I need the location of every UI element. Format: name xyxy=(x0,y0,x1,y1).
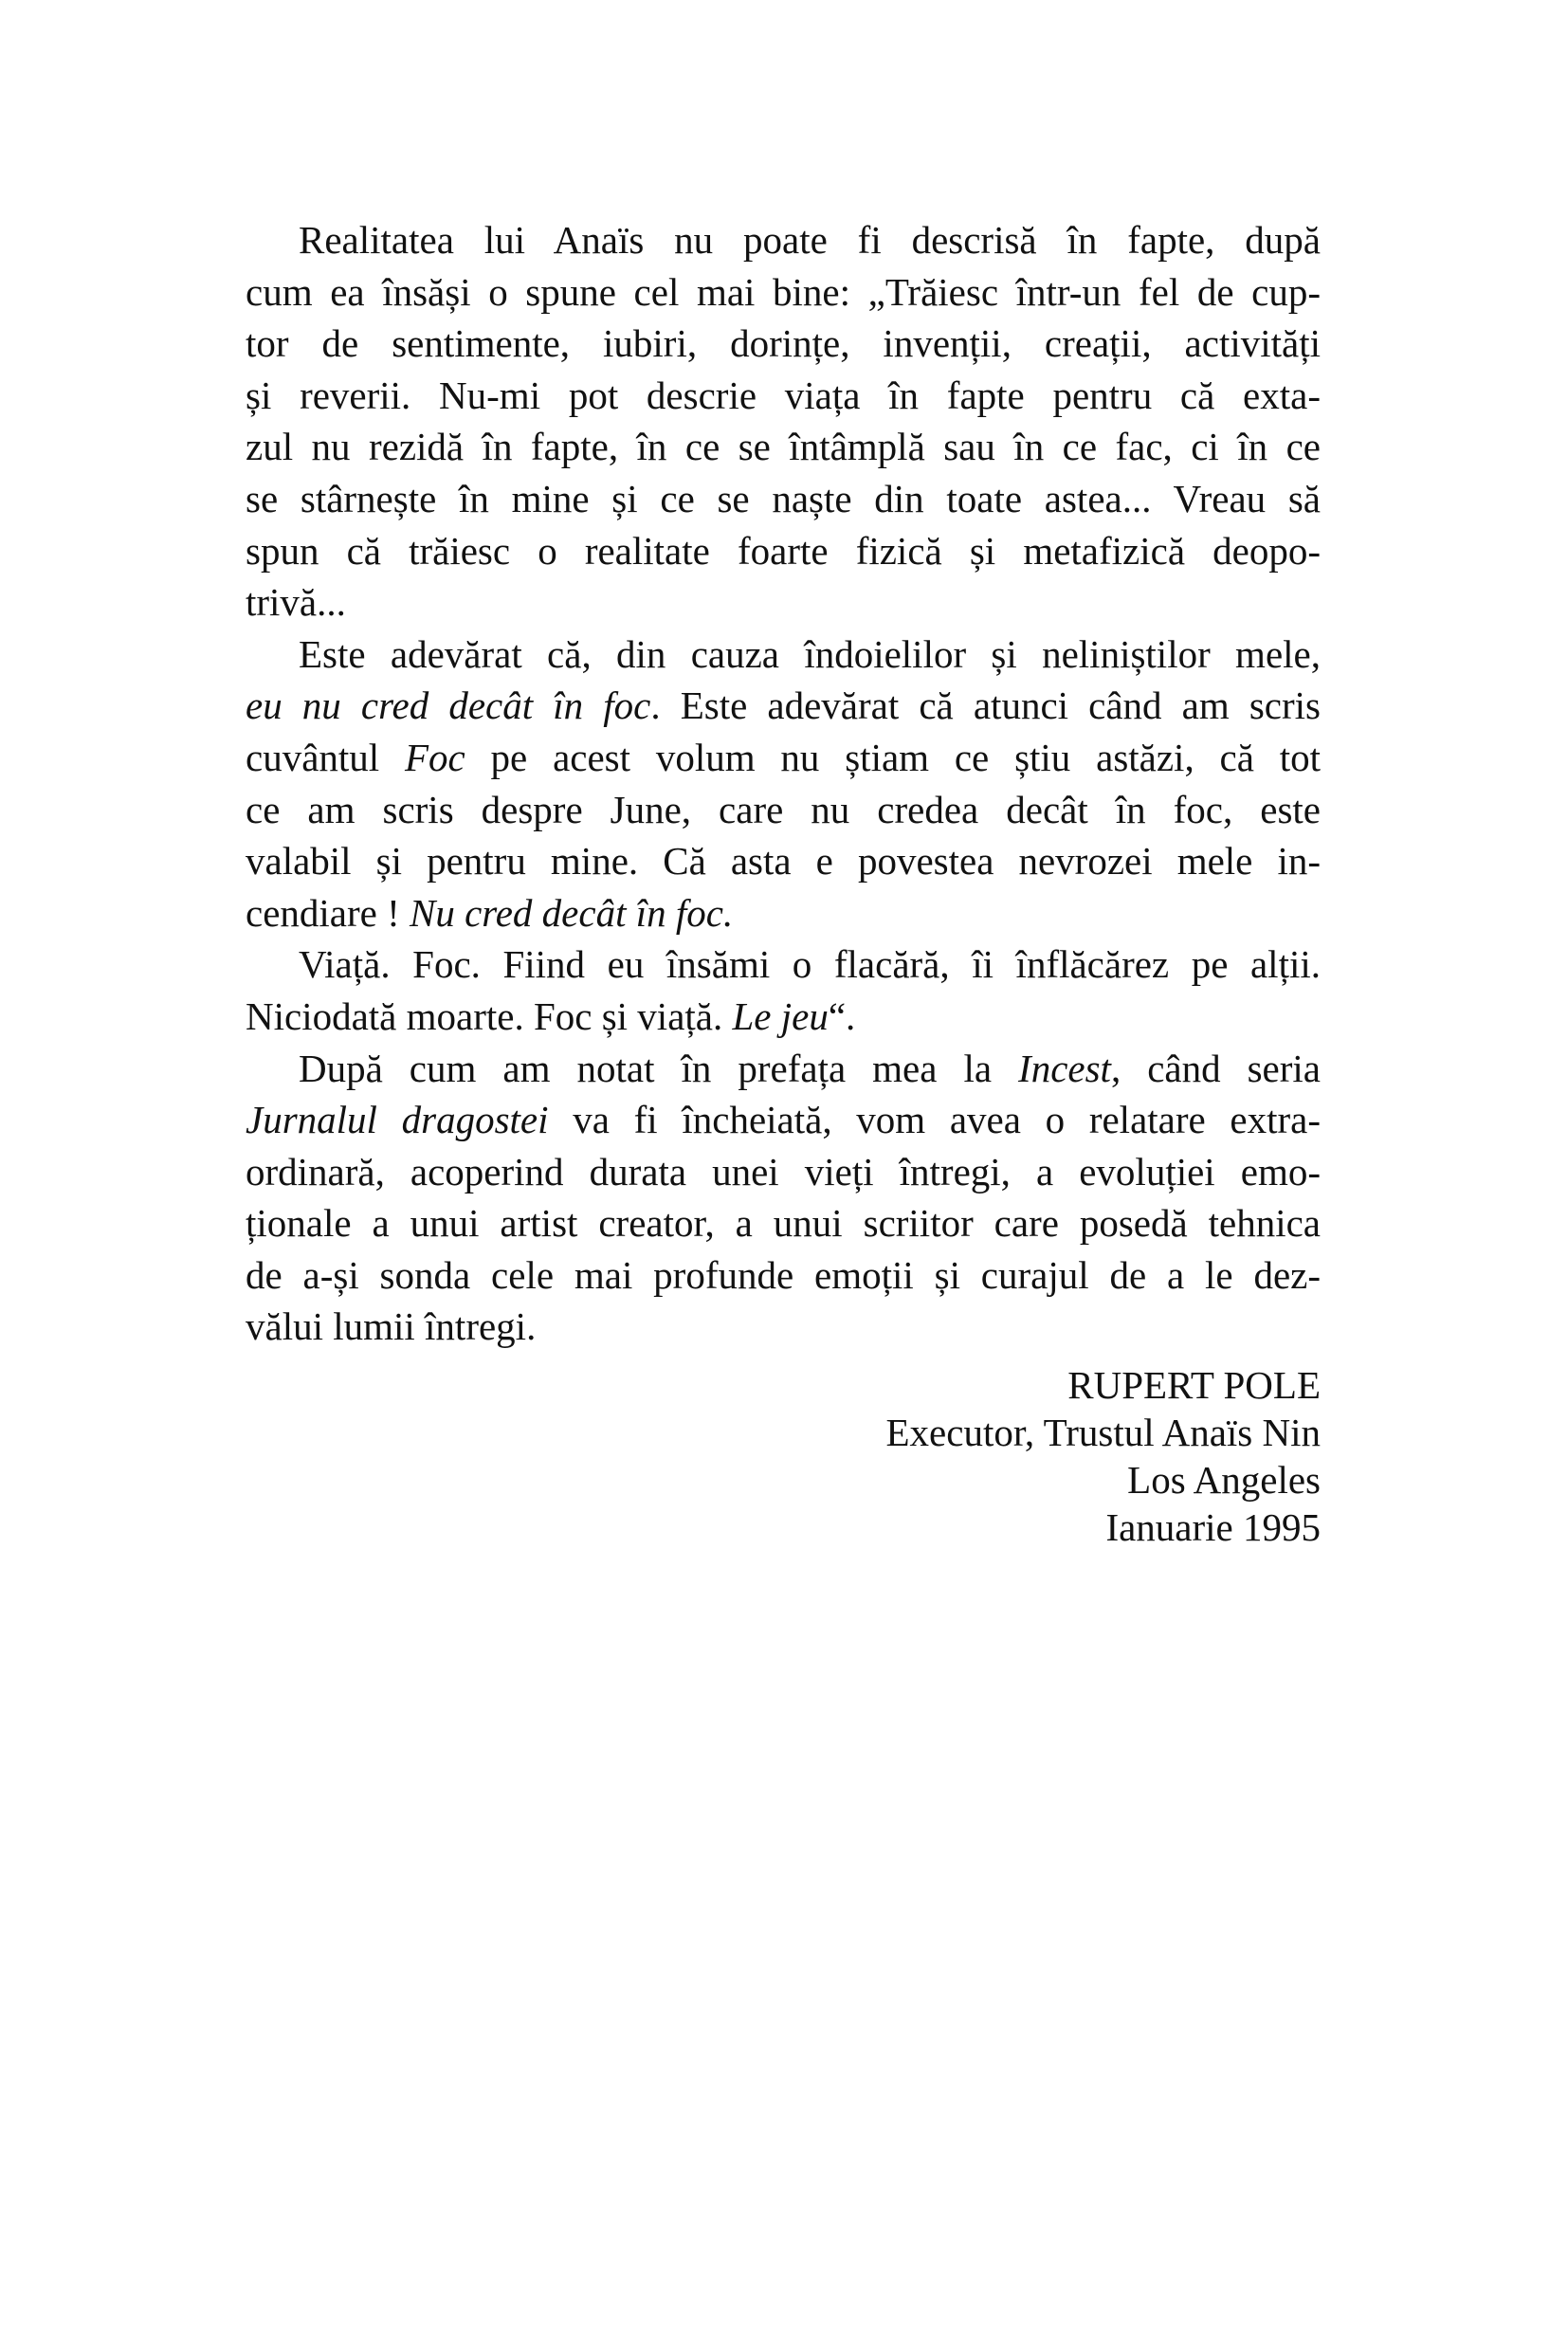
text-line xyxy=(246,887,1321,939)
text-segment: . Este adevărat că atunci când am scris xyxy=(650,683,1321,728)
text-line xyxy=(246,1094,1321,1146)
text-line xyxy=(246,576,1321,629)
text-segment: “. xyxy=(828,993,856,1038)
italic-text: Incest xyxy=(1018,1046,1111,1090)
signature-date: Ianuarie 1995 xyxy=(1105,1505,1321,1549)
text-segment: cum ea însăși o spune cel mai bine: „Trăiesc într-un fel de cup- xyxy=(246,269,1321,314)
text-line xyxy=(246,370,1321,422)
text-line xyxy=(246,732,1321,784)
text-line xyxy=(246,473,1321,525)
text-segment: tor de sentimente, iubiri, dorințe, invenții, creații, activități xyxy=(246,321,1321,366)
italic-text: Nu cred decât în foc. xyxy=(410,890,734,935)
text-segment: trivă... xyxy=(246,580,346,625)
text-segment: vălui lumii întregi. xyxy=(246,1304,537,1349)
text-line xyxy=(246,525,1321,577)
text-segment: valabil și pentru mine. Că asta e povestea nevrozei mele in- xyxy=(246,839,1321,884)
text-segment: spun că trăiesc o realitate foarte fizică și metafizică deopo- xyxy=(246,528,1321,573)
text-line xyxy=(246,991,1321,1043)
signature-name: RUPERT POLE xyxy=(1067,1363,1321,1407)
text-segment: Niciodată moarte. Foc și viață. xyxy=(246,993,733,1038)
text-line xyxy=(246,214,1321,266)
italic-text: eu nu cred decât în foc xyxy=(246,683,651,728)
text-line xyxy=(246,835,1321,887)
text-line xyxy=(246,1197,1321,1249)
text-line xyxy=(246,1146,1321,1198)
text-segment: După cum am notat în prefața mea la xyxy=(299,1046,1019,1090)
text-line xyxy=(246,1249,1321,1302)
italic-text: Jurnalul dragostei xyxy=(246,1098,549,1142)
text-segment: ordinară, acoperind durata unei vieți întregi, a evoluției emo- xyxy=(246,1149,1321,1194)
text-segment: se stârnește în mine și ce se naște din toate astea... Vreau să xyxy=(246,476,1321,520)
text-segment: , când seria xyxy=(1110,1046,1321,1090)
text-segment: Este adevărat că, din cauza îndoielilor și neliniștilor mele, xyxy=(299,631,1321,676)
text-line xyxy=(246,266,1321,319)
text-segment: va fi încheiată, vom avea o relatare extra- xyxy=(548,1098,1322,1142)
text-line xyxy=(246,318,1321,370)
text-segment: de a-și sonda cele mai profunde emoții și curajul de a le dez- xyxy=(246,1252,1321,1297)
text-segment: ce am scris despre June, care nu credea decât în foc, este xyxy=(246,787,1321,831)
text-segment: și reverii. Nu-mi pot descrie viața în fapte pentru că exta- xyxy=(246,373,1321,417)
text-segment: Realitatea lui Anaïs nu poate fi descrisă în fapte, după xyxy=(299,218,1321,262)
text-segment: ționale a unui artist creator, a unui scriitor care posedă tehnica xyxy=(246,1201,1321,1246)
text-segment: cendiare ! xyxy=(246,890,410,935)
text-segment: zul nu rezidă în fapte, în ce se întâmplă sau în ce fac, ci în ce xyxy=(246,425,1321,469)
text-segment: cuvântul xyxy=(246,735,405,779)
text-line xyxy=(246,421,1321,473)
text-segment: Viață. Foc. Fiind eu însămi o flacără, îi înflăcărez pe alții. xyxy=(299,942,1321,987)
text-segment: pe acest volum nu știam ce știu astăzi, că tot xyxy=(465,735,1321,779)
text-line xyxy=(246,1043,1321,1095)
italic-text: Foc xyxy=(405,735,465,779)
italic-text: Le jeu xyxy=(732,993,829,1038)
text-line xyxy=(246,1301,1321,1353)
signature-place: Los Angeles xyxy=(1127,1458,1321,1502)
signature-block xyxy=(758,1361,1321,1551)
text-line xyxy=(246,629,1321,681)
text-line xyxy=(246,680,1321,732)
preface-body xyxy=(246,214,1321,1353)
text-line xyxy=(246,784,1321,836)
text-line xyxy=(246,939,1321,991)
signature-role: Executor, Trustul Anaïs Nin xyxy=(885,1411,1321,1454)
